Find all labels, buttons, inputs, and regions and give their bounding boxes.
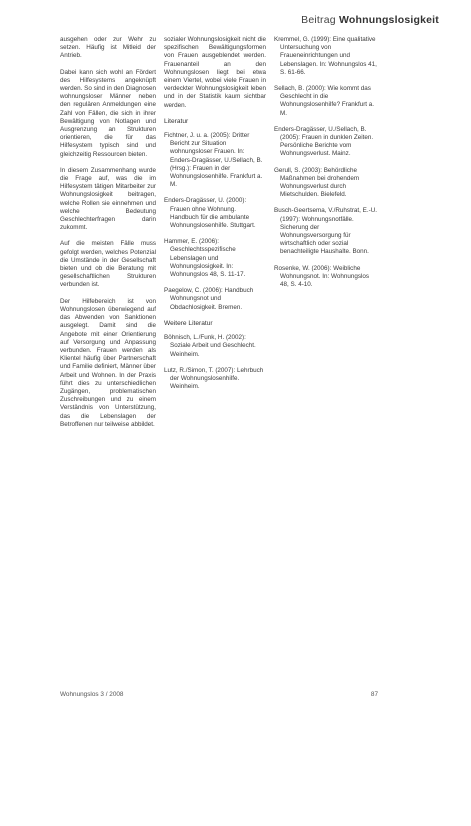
column-3 <box>274 36 378 681</box>
paragraph: sozialer Wohnungslosigkeit nicht die spezifischen Bewältigungsformen von Frauen ausgeblendet werden. Frauenanteil an den Wohnungslosen liegt bei etwa einem Viertel, wobei viele Frauen in verdeckter Wohnungslosigkeit leben und in der Statistik kaum sichtbar werden. <box>164 36 266 109</box>
column-1 <box>60 36 156 681</box>
paragraph: In diesem Zusammenhang wurde die Frage auf, was die im Hilfesystem tätigen Mitarbeiter zur Wohnungslosigkeit beitragen, welche Rollen sie einnehmen und welche Bedeutung Geschlechterfragen darin zukommt. <box>60 166 156 232</box>
footer-journal: Wohnungslos 3 / 2008 <box>60 691 124 698</box>
column-2 <box>164 36 266 681</box>
reference-item: Kremmel, G. (1999): Eine qualitative Untersuchung von Fraueneinrichtungen und Lebenslagen. In: Wohnungslos 41, S. 61-66. <box>274 36 377 76</box>
header-prefix: Beitrag <box>301 14 336 26</box>
paragraph: Der Hilfebereich ist von Wohnungslosen überwiegend auf das Abwenden von Sanktionen ausgelegt. Damit sind die Angebote mit einer Orientierung auf Versorgung und Anpassung verbunden. Frauen werden als Klientel häufig über Partnerschaft und Familie definiert, Männer über Arbeit und Wohnen. In der Praxis führt dies zu unterschiedlichen Zugängen, problematischen Zuschreibungen und zu einem Verständnis von Unterstützung, das die Lebenslagen der Betroffenen nur teilweise abbildet. <box>60 297 156 428</box>
paragraph: Dabei kann sich wohl an Fördert des Hilfesystems angeknüpft werden. So sind in den Diagnosen wohnungsloser Männer neben den regulären Anmeldungen eine Zahl von Fällen, die sich in ihrer Bewältigung von Notlagen und Ausgrenzung an Strukturen orientieren, die für das Hilfesystem typisch sind und gleichzeitig Ressourcen bieten. <box>60 68 156 158</box>
paragraph: ausgehen oder zur Wehr zu setzen. Häufig ist Mitleid der Antrieb. <box>60 36 156 60</box>
reference-item: Sellach, B. (2000): Wie kommt das Geschlecht in die Wohnungslosenhilfe? Frankfurt a. M. <box>274 85 375 117</box>
reference-item: Hammer, E. (2006): Geschlechtsspezifische Lebenslagen und Wohnungslosigkeit. In: Wohnungslos 48, S. 11-17. <box>164 238 246 279</box>
page-number: 87 <box>370 691 378 698</box>
reference-item: Busch-Geertsema, V./Ruhstrat, E.-U. (1997): Wohnungsnotfälle. Sicherung der Wohnungsversorgung für wirtschaftlich oder sozial benachteiligte Haushalte. Bonn. <box>274 207 378 256</box>
page-footer <box>60 691 378 698</box>
reference-item: Rosenke, W. (2006): Weibliche Wohnungsnot. In: Wohnungslos 48, S. 4-10. <box>274 264 370 289</box>
reference-item: Enders-Dragässer, U. (2000): Frauen ohne Wohnung. Handbuch für die ambulante Wohnungslosenhilfe. Stuttgart. <box>164 197 256 230</box>
section-title: Weitere Literatur <box>164 319 213 327</box>
reference-item: Fichtner, J. u. a. (2005): Dritter Bericht zur Situation wohnungsloser Frauen. In: Enders-Dragässer, U./Sellach, B. (Hrsg.): Frauen in der Wohnungslosenhilfe. Frankfurt a. M. <box>164 132 263 189</box>
reference-item: Lutz, R./Simon, T. (2007): Lehrbuch der Wohnungslosenhilfe. Weinheim. <box>164 366 264 391</box>
reference-item: Enders-Dragässer, U./Sellach, B. (2005): Frauen in dunklen Zeiten. Persönliche Berichte vom Wohnungsverlust. Mainz. <box>274 125 374 158</box>
reference-item: Paegelow, C. (2006): Handbuch Wohnungsnot und Obdachlosigkeit. Bremen. <box>164 287 254 311</box>
reference-item: Gerull, S. (2003): Behördliche Maßnahmen bei drohendem Wohnungsverlust durch Mietschulden. Bielefeld. <box>274 166 360 199</box>
reference-item: Böhnisch, L./Funk, H. (2002): Soziale Arbeit und Geschlecht. Weinheim. <box>164 334 256 358</box>
header-title: Wohnungslosigkeit <box>338 14 439 26</box>
section-title: Literatur <box>164 117 189 125</box>
running-header <box>301 14 439 26</box>
paragraph: Auf die meisten Fälle muss gefolgt werden, welches Potenzial die Umstände in der Gesellschaft bieten und ob die Beratung mit gesellschaftlichen Strukturen verbunden ist. <box>60 240 156 289</box>
